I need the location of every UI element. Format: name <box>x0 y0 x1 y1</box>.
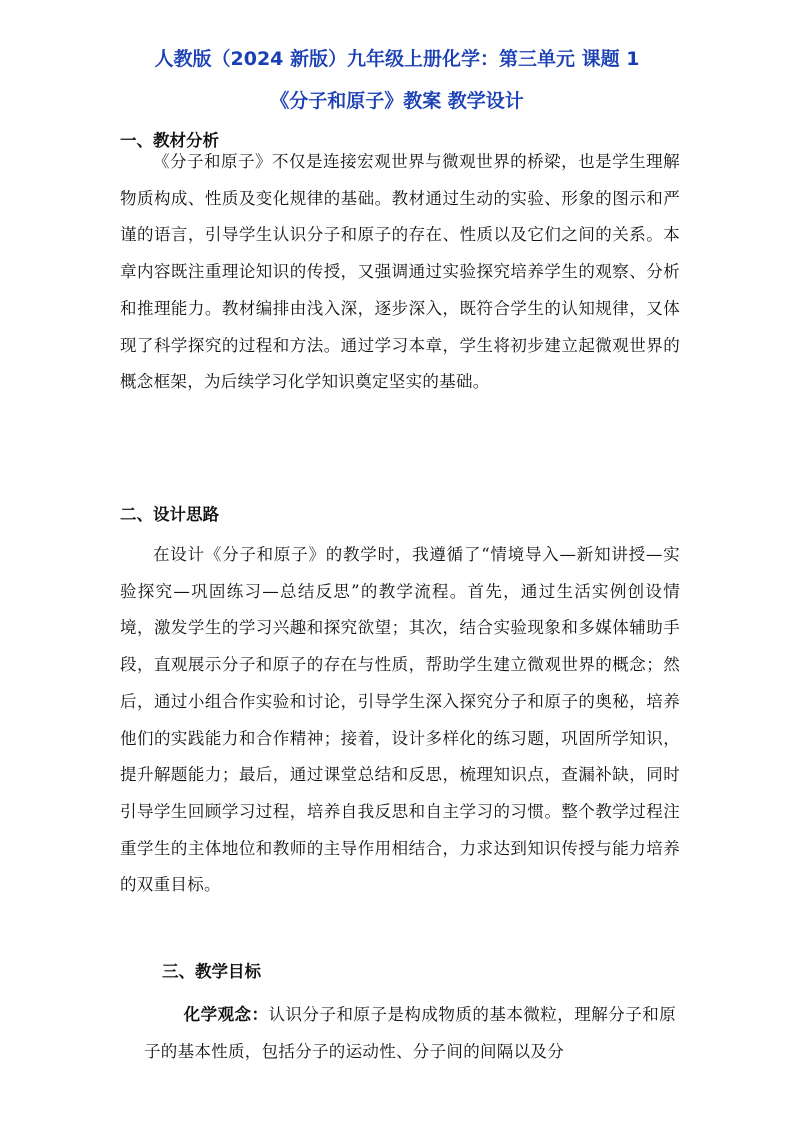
section2-paragraph: 在设计《分子和原子》的教学时，我遵循了“情境导入—新知讲授—实验探究—巩固练习—总结反思”的教学流程。首先，通过生活实例创设情境，激发学生的学习兴趣和探究欲望；其次，结合实验现象和多媒体辅助手段，直观展示分子和原子的存在与性质，帮助学生建立微观世界的概念；然后，通过小组合作实验和讨论，引导学生深入探究分子和原子的奥秘，培养他们的实践能力和合作精神；接着，设计多样化的练习题，巩固所学知识，提升解题能力；最后，通过课堂总结和反思，梳理知识点，查漏补缺，同时引导学生回顾学习过程，培养自我反思和自主学习的习惯。整个教学过程注重学生的主体地位和教师的主导作用相结合，力求达到知识传授与能力培养的双重目标。 <box>120 545 680 895</box>
section3-paragraph <box>144 997 676 1070</box>
chemistry-concept-label: 化学观念： <box>183 1005 269 1024</box>
chemistry-concept-text: 认识分子和原子是构成物质的基本微粒，理解分子和原子的基本性质，包括分子的运动性、分子间的间隔以及分 <box>144 1005 677 1061</box>
section2-heading: 二、设计思路 <box>120 505 219 524</box>
section1-paragraph: 《分子和原子》不仅是连接宏观世界与微观世界的桥梁，也是学生理解物质构成、性质及变化规律的基础。教材通过生动的实验、形象的图示和严谨的语言，引导学生认识分子和原子的存在、性质以及它们之间的关系。本章内容既注重理论知识的传授，又强调通过实验探究培养学生的观察、分析和推理能力。教材编排由浅入深，逐步深入，既符合学生的认知规律，又体现了科学探究的过程和方法。通过学习本章，学生将初步建立起微观世界的概念框架，为后续学习化学知识奠定坚实的基础。 <box>120 152 680 392</box>
document-title-line2: 《分子和原子》教案 教学设计 <box>270 90 524 112</box>
section3-heading: 三、教学目标 <box>162 962 261 981</box>
section1-heading: 一、教材分析 <box>120 131 219 150</box>
document-title-line1: 人教版（2024 新版）九年级上册化学：第三单元 课题 1 <box>154 48 640 70</box>
